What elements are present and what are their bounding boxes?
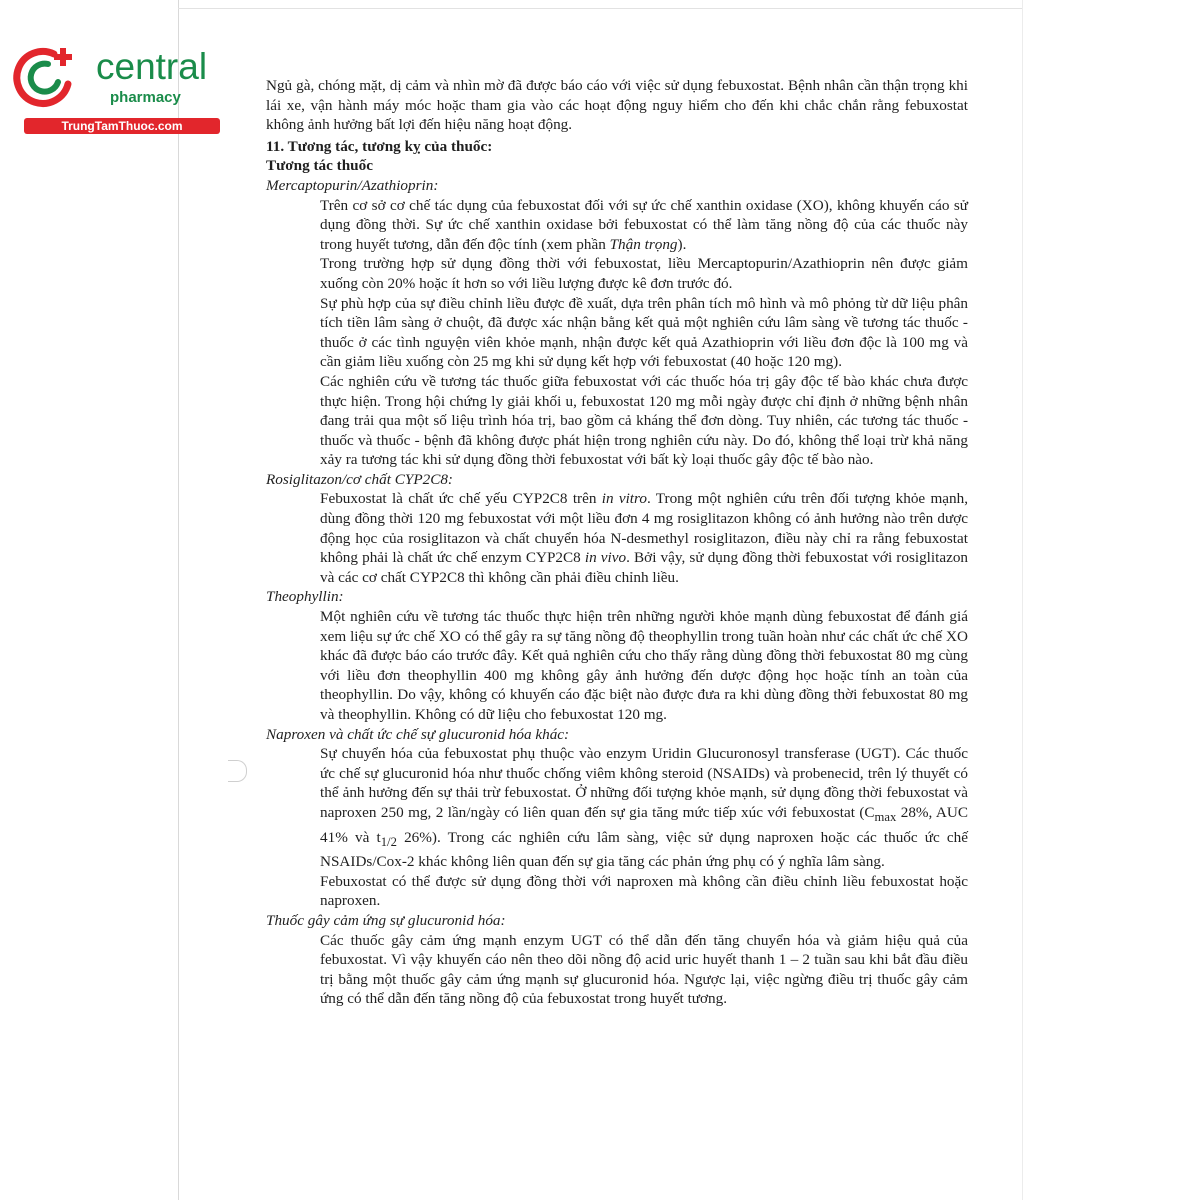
paragraph: Febuxostat có thể được sử dụng đồng thời với naproxen mà không cần điều chỉnh liều febuxostat hoặc naproxen. — [320, 872, 968, 910]
brand-sub: pharmacy — [110, 89, 181, 106]
pharmacy-cross-icon — [10, 40, 82, 112]
document-body — [266, 76, 968, 1009]
drug-heading-theophyllin: Theophyllin: — [266, 588, 344, 606]
scan-artifact — [228, 760, 247, 782]
page-edge-top — [178, 8, 1023, 9]
drug-heading-rosiglitazon: Rosiglitazon/cơ chất CYP2C8: — [266, 470, 453, 488]
brand-name: central — [96, 46, 208, 87]
drug-heading-naproxen: Naproxen và chất ức chế sự glucuronid hóa khác: — [266, 725, 570, 743]
paragraph: Một nghiên cứu về tương tác thuốc thực hiện trên những người khỏe mạnh dùng febuxostat để đánh giá xem liệu sự ức chế XO có thể gây ra sự tăng nồng độ theophyllin trong tuần hoàn như các chất ức chế XO khác đã được báo cáo trước đây. Kết quả nghiên cứu cho thấy rằng dùng đồng thời febuxostat 80 mg cùng với liều đơn theophyllin 400 mg không gây ảnh hưởng đến dược động học hoặc tính an toàn của theophyllin. Do vậy, không có khuyến cáo đặc biệt nào được đưa ra khi dùng đồng thời febuxostat 80 mg và theophyllin. Không có dữ liệu cho febuxostat 120 mg. — [320, 608, 968, 723]
paragraph: Sự phù hợp của sự điều chỉnh liều được đề xuất, dựa trên phân tích mô hình và mô phỏng từ dữ liệu phân tích tiền lâm sàng ở chuột, đã được xác nhận bằng kết quả một nghiên cứu lâm sàng về tương tác thuốc - thuốc ở các tình nguyện viên khỏe mạnh, nhận được kết quả Azathioprin với liều đơn độc là 100 mg và cần giảm liều xuống còn 25 mg khi sử dụng kết hợp với febuxostat (40 hoặc 120 mg). — [320, 294, 968, 371]
paragraph: Các thuốc gây cảm ứng mạnh enzym UGT có thể dẫn đến tăng chuyển hóa và giảm hiệu quả của febuxostat. Vì vậy khuyến cáo nên theo dõi nồng độ acid uric huyết thanh 1 – 2 tuần sau khi bắt đầu điều trị bằng một thuốc gây cảm ứng mạnh sự glucuronid hóa. Ngược lại, việc ngừng điều trị thuốc gây cảm ứng có thể dẫn đến tăng nồng độ của febuxostat trong huyết tương. — [320, 931, 968, 1008]
subsection-heading: Tương tác thuốc — [266, 157, 373, 175]
page-edge — [178, 0, 179, 1200]
paragraph: Trong trường hợp sử dụng đồng thời với febuxostat, liều Mercaptopurin/Azathioprin nên được giảm xuống còn 20% hoặc ít hơn so với liều lượng được kê đơn trước đó. — [320, 255, 968, 292]
drug-heading-inducers: Thuốc gây cảm ứng sự glucuronid hóa: — [266, 912, 506, 929]
section-heading: 11. Tương tác, tương kỵ của thuốc: — [266, 137, 493, 155]
paragraph: Sự chuyển hóa của febuxostat phụ thuộc vào enzym Uridin Glucuronosyl transferase (UGT). Các thuốc ức chế sự glucuronid hóa như thuốc chống viêm không steroid (NSAIDs) và probenecid, trên lý thuyết có thể ảnh hưởng đến sự thải trừ febuxostat. Ở những đối tượng khỏe mạnh, sử dụng đồng thời febuxostat và naproxen 250 mg, 2 lần/ngày có liên quan đến sự gia tăng mức tiếp xúc với febuxostat ($C_{max}$ 28%, AUC 41% và $t_{1/2}$ 26%). Trong các nghiên cứu lâm sàng, việc sử dụng naproxen hoặc các thuốc ức chế NSAIDs/Cox-2 khác không liên quan đến sự gia tăng các phản ứng phụ có ý nghĩa lâm sàng. — [320, 745, 968, 871]
paragraph: Các nghiên cứu về tương tác thuốc giữa febuxostat với các thuốc hóa trị gây độc tế bào khác chưa được thực hiện. Trong hội chứng ly giải khối u, febuxostat 120 mg mỗi ngày được chỉ định ở những bệnh nhân đang trải qua một số liệu trình hóa trị, bao gồm cả kháng thể đơn dòng. Tuy nhiên, các tương tác thuốc - thuốc và thuốc - bệnh đã không được phát hiện trong nghiên cứu này. Do đó, không thể loại trừ khả năng xảy ra tương tác khi sử dụng đồng thời febuxostat với bất kỳ loại thuốc gây độc tế bào nào. — [320, 372, 968, 469]
paragraph: Febuxostat là chất ức chế yếu CYP2C8 trên in vitro. Trong một nghiên cứu trên đối tượng khỏe mạnh, dùng đồng thời 120 mg febuxostat với một liều đơn 4 mg rosiglitazon không có ảnh hưởng nào trên dược động học của rosiglitazon và chất chuyển hóa N-desmethyl rosiglitazon, điều này chỉ ra rằng febuxostat không phải là chất ức chế enzym CYP2C8 in vivo. Bởi vậy, sử dụng đồng thời febuxostat với rosiglitazon và các cơ chất CYP2C8 thì không cần phải điều chỉnh liều. — [320, 490, 969, 586]
intro-paragraph: Ngủ gà, chóng mặt, dị cảm và nhìn mờ đã được báo cáo với việc sử dụng febuxostat. Bệnh nhân cần thận trọng khi lái xe, vận hành máy móc hoặc tham gia vào các hoạt động nguy hiểm cho đến khi chắc chắn rằng febuxostat không ảnh hưởng bất lợi đến hiệu năng hoạt động. — [266, 77, 968, 134]
paragraph: Trên cơ sở cơ chế tác dụng của febuxostat đối với sự ức chế xanthin oxidase (XO), không khuyến cáo sử dụng đồng thời. Sự ức chế xanthin oxidase bởi febuxostat có thể làm tăng nồng độ của các thuốc này trong huyết tương, dẫn đến độc tính (xem phần Thận trọng). — [320, 196, 968, 253]
drug-heading-mercaptopurin: Mercaptopurin/Azathioprin: — [266, 176, 439, 194]
brand-url: TrungTamThuoc.com — [24, 118, 220, 134]
central-pharmacy-logo — [10, 40, 220, 140]
page-edge-right — [1022, 0, 1023, 1200]
